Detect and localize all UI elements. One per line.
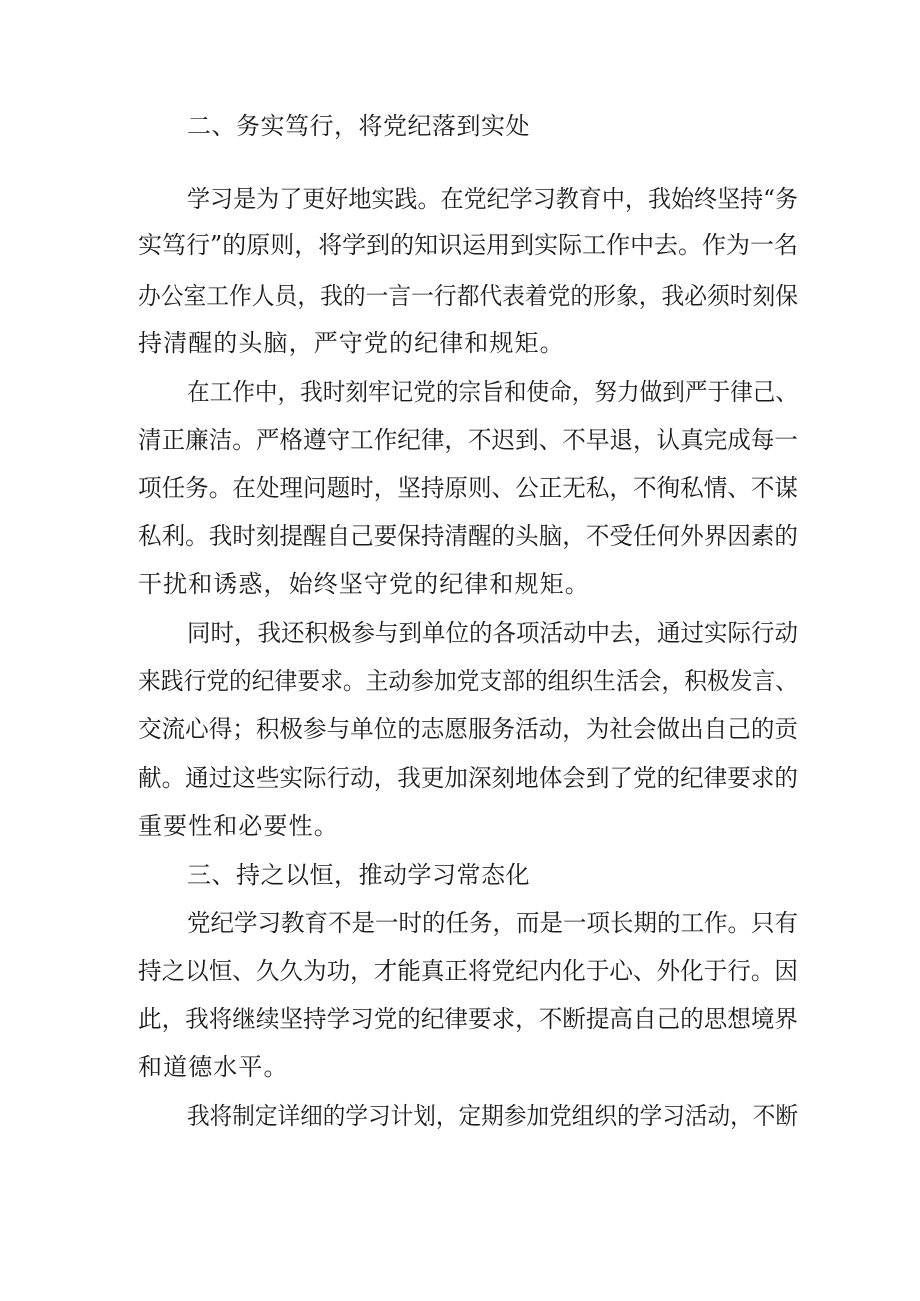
section-2-heading: 二、务实笃行，将党纪落到实处 <box>187 112 530 140</box>
section-3-heading: 三、持之以恒，推动学习常态化 <box>187 861 530 889</box>
paragraph-line: 交流心得；积极参与单位的志愿服务活动，为社会做出自己的贡 <box>138 715 798 743</box>
paragraph-line: 同时，我还积极参与到单位的各项活动中去，通过实际行动 <box>187 619 799 647</box>
paragraph-line: 来践行党的纪律要求。主动参加党支部的组织生活会，积极发言、 <box>138 667 799 695</box>
paragraph-line: 学习是为了更好地实践。在党纪学习教育中，我始终坚持“务 <box>187 185 799 213</box>
paragraph-line: 党纪学习教育不是一时的任务，而是一项长期的工作。只有 <box>187 909 799 937</box>
paragraph-line: 清正廉洁。严格遵守工作纪律，不迟到、不早退，认真完成每一 <box>138 426 798 454</box>
paragraph-line: 干扰和诱惑，始终坚守党的纪律和规矩。 <box>138 570 590 598</box>
paragraph-line: 此，我将继续坚持学习党的纪律要求，不断提高自己的思想境界 <box>138 1005 798 1033</box>
paragraph-line: 项任务。在处理问题时，坚持原则、公正无私，不徇私情、不谋 <box>138 474 798 502</box>
paragraph-line: 私利。我时刻提醒自己要保持清醒的头脑，不受任何外界因素的 <box>138 522 798 550</box>
paragraph-line: 持之以恒、久久为功，才能真正将党纪内化于心、外化于行。因 <box>138 957 798 985</box>
paragraph-line: 献。通过这些实际行动，我更加深刻地体会到了党的纪律要求的 <box>138 764 798 792</box>
paragraph-line: 实笃行”的原则，将学到的知识运用到实际工作中去。作为一名 <box>138 231 799 259</box>
paragraph-line: 和道德水平。 <box>138 1053 289 1081</box>
paragraph-line: 在工作中，我时刻牢记党的宗旨和使命，努力做到严于律己、 <box>187 378 798 406</box>
paragraph-line: 我将制定详细的学习计划，定期参加党组织的学习活动，不断 <box>187 1102 798 1130</box>
paragraph-line: 持清醒的头脑，严守党的纪律和规矩。 <box>138 329 565 357</box>
paragraph-line: 办公室工作人员，我的一言一行都代表着党的形象，我必须时刻保 <box>138 282 799 310</box>
paragraph-line: 重要性和必要性。 <box>138 812 339 840</box>
